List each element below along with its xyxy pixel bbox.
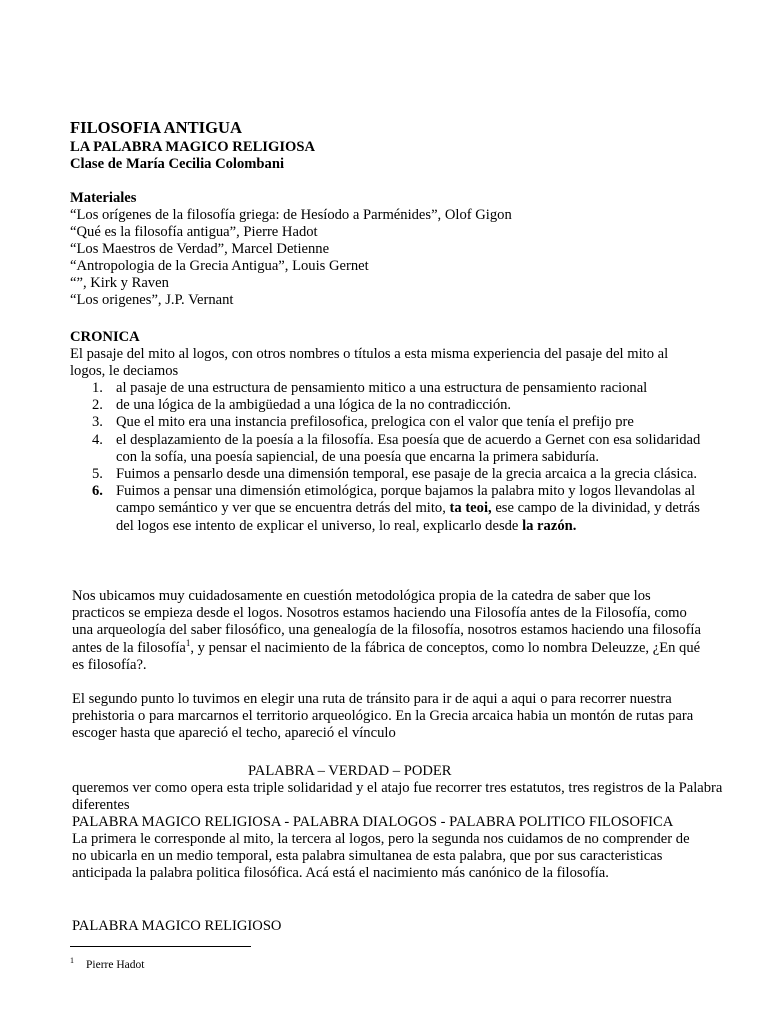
list-text-bold: la razón. bbox=[522, 517, 577, 534]
material-item: “Qué es la filosofía antigua”, Pierre Hadot bbox=[70, 224, 318, 240]
list-text: de una lógica de la ambigüedad a una lógica de la no contradicción. bbox=[116, 397, 512, 414]
cronica-intro: El pasaje del mito al logos, con otros nombres o títulos a esta misma experiencia del pasaje del mito al logos, le deciamos bbox=[70, 346, 669, 380]
list-text: el desplazamiento de la poesía a la filosofía. Esa poesía que de acuerdo a Gernet con esa solidaridad con la sofía, una poesía sapiencial, de una poesía que encarna la primera sabiduría. bbox=[116, 431, 701, 465]
footnote-divider bbox=[70, 946, 251, 947]
list-number: 5. bbox=[92, 466, 103, 483]
material-item: “Los orígenes de la filosofía griega: de Hesíodo a Parménides”, Olof Gigon bbox=[70, 207, 512, 223]
cronica-list bbox=[70, 380, 710, 535]
paragraph-text: , y pensar el nacimiento de la fábrica de conceptos, como lo nombra Deleuzze, ¿En qué es filosofía?. bbox=[72, 639, 701, 673]
list-number: 2. bbox=[92, 397, 103, 414]
materials-heading: Materiales bbox=[70, 190, 137, 206]
footnote-ref: 1 bbox=[185, 637, 191, 648]
list-text: al pasaje de una estructura de pensamiento mitico a una estructura de pensamiento racional bbox=[116, 380, 648, 396]
triad-heading: PALABRA – VERDAD – PODER bbox=[248, 763, 452, 779]
paragraph: El segundo punto lo tuvimos en elegir una ruta de tránsito para ir de aqui a aqui o para recorrer nuestra prehistoria o para marcarnos el territorio arqueológico. En la Grecia arcaica habia un montón de rutas para escoger hasta que apareció el techo, apareció el vínculo bbox=[72, 691, 694, 742]
paragraph bbox=[72, 588, 702, 674]
footnote bbox=[70, 954, 144, 972]
material-item: “Los origenes”, J.P. Vernant bbox=[70, 292, 234, 308]
list-item bbox=[70, 466, 710, 483]
list-number: 1. bbox=[92, 380, 103, 396]
list-text: Fuimos a pensarlo desde una dimensión temporal, ese pasaje de la grecia arcaica a la grecia clásica. bbox=[116, 466, 698, 483]
list-number: 3. bbox=[92, 414, 103, 431]
footnote-text: Pierre Hadot bbox=[86, 958, 145, 971]
paragraph-text: Nos ubicamos muy cuidadosamente en cuestión metodológica propia de la catedra de saber que los practicos se empieza desde el logos. Nosotros estamos haciendo una Filosofía antes de la Filosofía, como una arqueología del saber filosófico, una genealogía de la filosofía, nosotros estamos haciendo una filosofía antes de la filosofía bbox=[72, 588, 701, 656]
list-text: Que el mito era una instancia prefilosofica, prelogica con el valor que tenía el prefijo pre bbox=[116, 414, 634, 431]
list-item bbox=[70, 414, 710, 431]
section-heading: PALABRA MAGICO RELIGIOSO bbox=[72, 918, 282, 934]
lecture-author: Clase de María Cecilia Colombani bbox=[70, 156, 285, 172]
list-item bbox=[70, 432, 710, 466]
footnote-number: 1 bbox=[70, 956, 74, 965]
list-number: 4. bbox=[92, 431, 103, 448]
page-title: FILOSOFIA ANTIGUA bbox=[70, 118, 242, 137]
material-item: “Antropologia de la Grecia Antigua”, Louis Gernet bbox=[70, 258, 369, 274]
list-text: Fuimos a pensar una dimensión etimológica, porque bajamos la palabra mito y logos llevandolas al campo semántico y ver que se encuentra detrás del mito, bbox=[116, 483, 696, 517]
list-item bbox=[70, 483, 710, 535]
list-item bbox=[70, 397, 710, 414]
list-item bbox=[70, 380, 710, 397]
material-item: “Los Maestros de Verdad”, Marcel Detienne bbox=[70, 241, 330, 257]
paragraph: queremos ver como opera esta triple solidaridad y el atajo fue recorrer tres estatutos, tres registros de la Palabra diferentes bbox=[72, 780, 723, 814]
palabras-line: PALABRA MAGICO RELIGIOSA - PALABRA DIALOGOS - PALABRA POLITICO FILOSOFICA bbox=[72, 814, 674, 830]
list-text-bold: ta teoi, bbox=[449, 500, 492, 517]
cronica-heading: CRONICA bbox=[70, 329, 140, 345]
page-subtitle: LA PALABRA MAGICO RELIGIOSA bbox=[70, 139, 316, 155]
list-number: 6. bbox=[92, 483, 103, 500]
list-text: ese campo de la divinidad, y detrás del logos ese intento de explicar el universo, lo real, explicarlo desde bbox=[116, 500, 700, 534]
paragraph: La primera le corresponde al mito, la tercera al logos, pero la segunda nos cuidamos de no comprender de no ubicarla en un medio temporal, esta palabra simultanea de esta palabra, que por sus caracteristicas anticipada la palabra politica filosófica. Acá está el nacimiento más canónico de la filosofía. bbox=[72, 831, 690, 882]
material-item: “”, Kirk y Raven bbox=[70, 275, 169, 291]
